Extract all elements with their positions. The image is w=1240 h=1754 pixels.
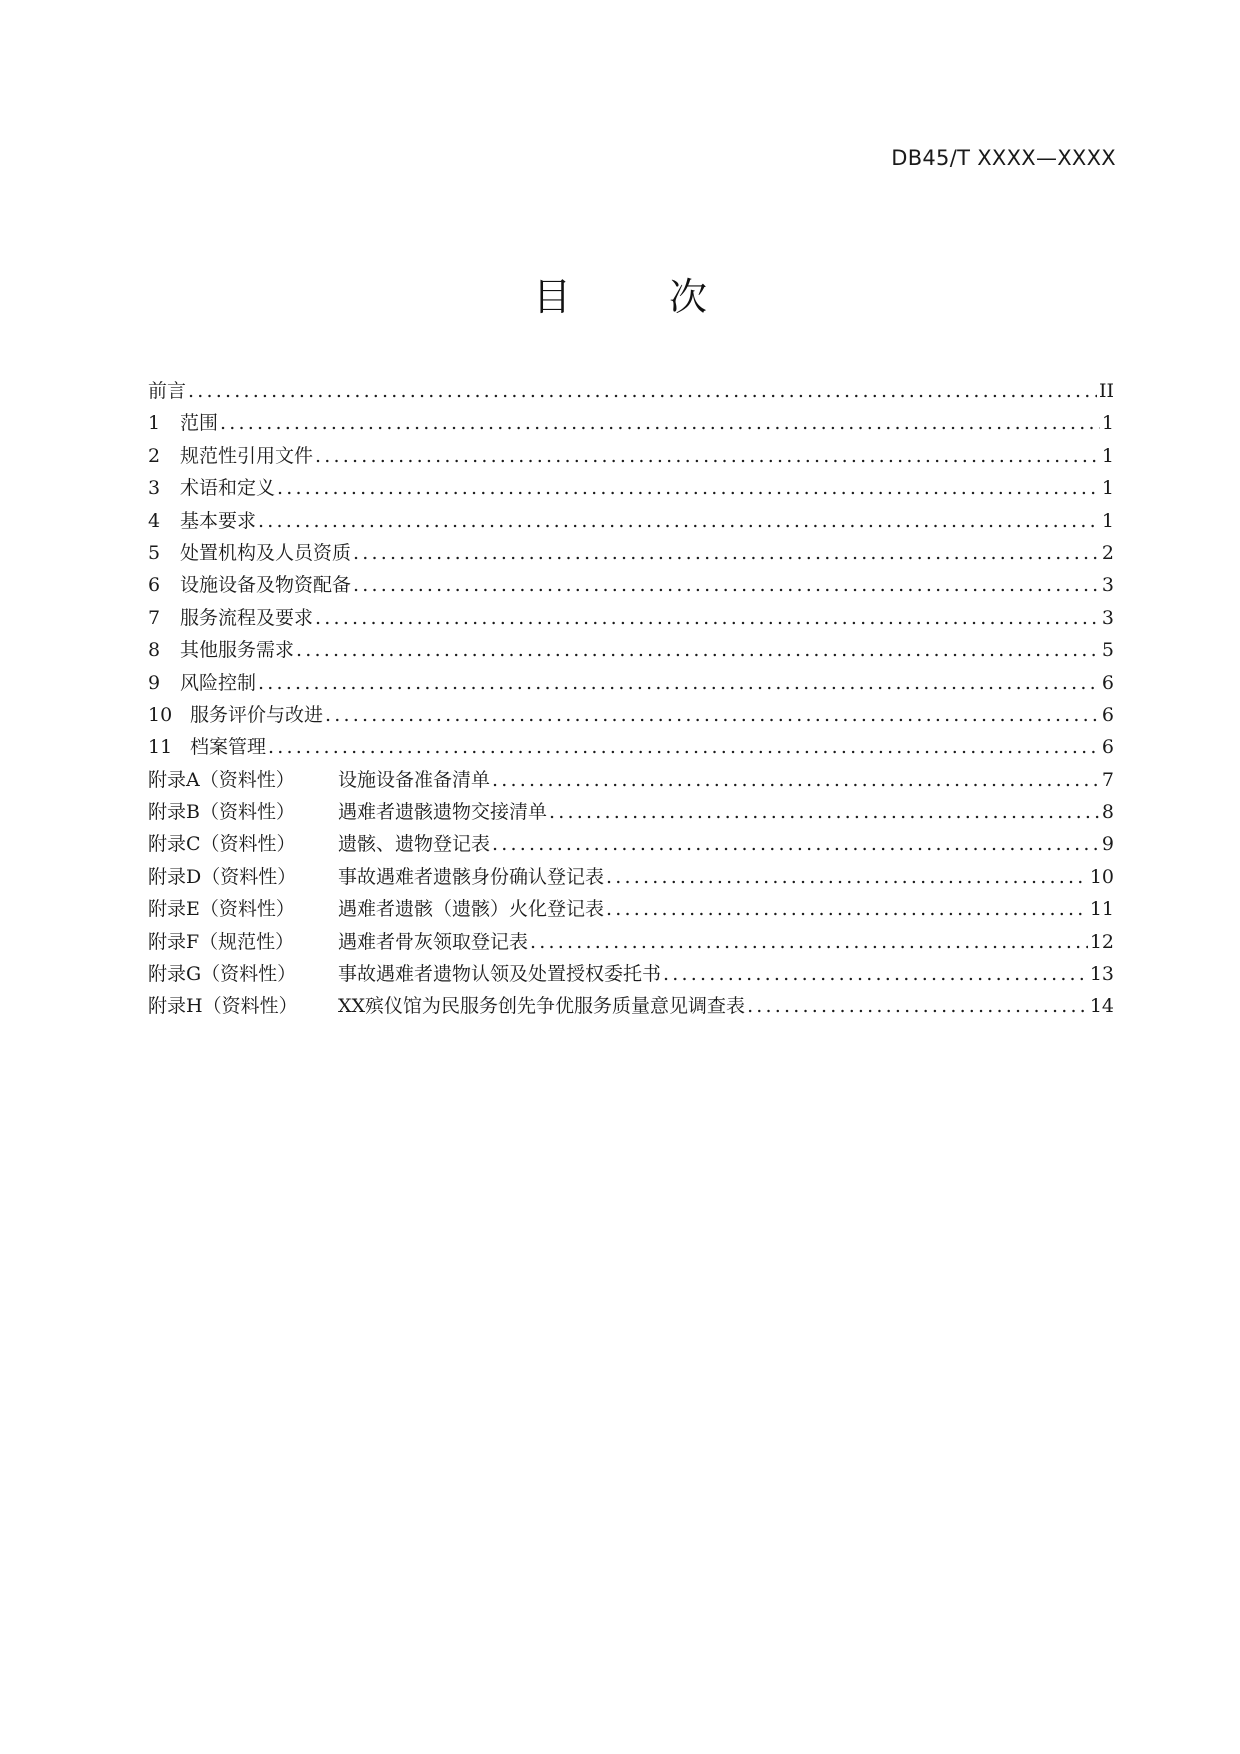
toc-entry-number: 附录D（资料性）: [148, 865, 297, 888]
toc-page-number: 6: [1101, 736, 1114, 759]
toc-entry-label: 风险控制: [180, 671, 257, 694]
toc-entry-label: 遗骸、遗物登记表: [338, 833, 491, 856]
toc-page-number: 13: [1089, 963, 1114, 986]
toc-entry-appendix-h[interactable]: [148, 990, 1114, 1022]
toc-page-number: 1: [1101, 444, 1114, 467]
toc-entry-2[interactable]: [148, 440, 1114, 472]
toc-leader-dots: [258, 667, 1100, 699]
toc-entry-number: 2: [148, 444, 161, 467]
toc-entry-number: 附录C（资料性）: [148, 833, 296, 856]
toc-entry-number: 附录A（资料性）: [148, 768, 295, 791]
toc-page-number: 1: [1101, 412, 1114, 435]
toc-entry-number: 9: [148, 671, 161, 694]
toc-entry-5[interactable]: [148, 537, 1114, 569]
toc-entry-number: 附录F（规范性）: [148, 930, 295, 953]
toc-entry-label: 遇难者骨灰领取登记表: [338, 930, 529, 953]
toc-leader-dots: [325, 699, 1100, 731]
toc-entry-number: 11: [148, 736, 173, 759]
toc-entry-number: 5: [148, 541, 161, 564]
toc-leader-dots: [277, 472, 1100, 504]
toc-entry-appendix-a[interactable]: [148, 764, 1114, 796]
toc-leader-dots: [258, 505, 1100, 537]
toc-entry-label: 前言: [148, 380, 187, 402]
toc-entry-number: 附录G（资料性）: [148, 963, 297, 986]
toc-entry-7[interactable]: [148, 602, 1114, 634]
toc-page-number: II: [1098, 380, 1114, 402]
toc-page-number: 1: [1101, 477, 1114, 500]
toc-entry-9[interactable]: [148, 667, 1114, 699]
toc-leader-dots: [188, 375, 1097, 407]
toc-entry-label: 范围: [180, 412, 219, 435]
toc-leader-dots: [315, 602, 1100, 634]
toc-page-number: 3: [1101, 606, 1114, 629]
toc-leader-dots: [606, 861, 1088, 893]
toc-entry-number: 4: [148, 509, 161, 532]
toc-entry-number: 7: [148, 606, 161, 629]
toc-entry-label: 其他服务需求: [180, 639, 295, 662]
toc-page-number: 9: [1101, 833, 1114, 856]
toc-entry-6[interactable]: [148, 569, 1114, 601]
toc-entry-10[interactable]: [148, 699, 1114, 731]
toc-entry-appendix-c[interactable]: [148, 828, 1114, 860]
toc-entry-1[interactable]: [148, 407, 1114, 439]
toc-page-number: 5: [1101, 639, 1114, 662]
toc-leader-dots: [549, 796, 1100, 828]
toc-entry-8[interactable]: [148, 634, 1114, 666]
toc-entry-number: 附录E（资料性）: [148, 898, 295, 921]
toc-entry-number: 附录B（资料性）: [148, 801, 295, 824]
toc-leader-dots: [315, 440, 1100, 472]
page-title: 目 次: [532, 275, 737, 319]
toc-entry-4[interactable]: [148, 505, 1114, 537]
toc-page-number: 7: [1101, 768, 1114, 791]
toc-leader-dots: [530, 926, 1088, 958]
toc-entry-appendix-e[interactable]: [148, 893, 1114, 925]
toc-page-number: 12: [1089, 930, 1114, 953]
toc-entry-number: 3: [148, 477, 161, 500]
toc-entry-appendix-b[interactable]: [148, 796, 1114, 828]
toc-leader-dots: [663, 958, 1088, 990]
toc-page-number: 6: [1101, 703, 1114, 726]
toc-entry-number: 6: [148, 574, 161, 597]
table-of-contents: [148, 375, 1114, 1023]
toc-entry-preface[interactable]: [148, 375, 1114, 407]
toc-leader-dots: [268, 731, 1100, 763]
toc-entry-number: 1: [148, 412, 161, 435]
toc-leader-dots: [492, 764, 1100, 796]
toc-entry-appendix-f[interactable]: [148, 926, 1114, 958]
toc-entry-label: 遇难者遗骸（遗骸）火化登记表: [338, 898, 605, 921]
toc-page-number: 1: [1101, 509, 1114, 532]
toc-entry-label: 档案管理: [190, 736, 267, 759]
toc-entry-label: 服务流程及要求: [180, 606, 314, 629]
toc-entry-appendix-g[interactable]: [148, 958, 1114, 990]
toc-entry-label: 处置机构及人员资质: [180, 541, 352, 564]
toc-entry-3[interactable]: [148, 472, 1114, 504]
toc-entry-label: 术语和定义: [180, 477, 276, 500]
toc-leader-dots: [606, 893, 1088, 925]
toc-page-number: 10: [1089, 865, 1114, 888]
toc-entry-label: 设施设备及物资配备: [180, 574, 352, 597]
toc-page-number: 14: [1089, 995, 1114, 1018]
toc-entry-label: 事故遇难者遗骸身份确认登记表: [338, 865, 605, 888]
toc-leader-dots: [353, 537, 1100, 569]
toc-leader-dots: [492, 828, 1100, 860]
toc-page-number: 3: [1101, 574, 1114, 597]
toc-entry-label: 遇难者遗骸遗物交接清单: [338, 801, 548, 824]
toc-page-number: 8: [1101, 801, 1114, 824]
document-code: DB45/T XXXX—XXXX: [891, 146, 1116, 170]
toc-page-number: 6: [1101, 671, 1114, 694]
toc-entry-label: 服务评价与改进: [190, 703, 324, 726]
toc-entry-label: 基本要求: [180, 509, 257, 532]
toc-entry-label: 设施设备准备清单: [338, 768, 491, 791]
toc-entry-label: 事故遇难者遗物认领及处置授权委托书: [338, 963, 662, 986]
toc-entry-11[interactable]: [148, 731, 1114, 763]
toc-entry-number: 10: [148, 703, 173, 726]
toc-leader-dots: [296, 634, 1100, 666]
toc-entry-label: 规范性引用文件: [180, 444, 314, 467]
toc-entry-label: XX殡仪馆为民服务创先争优服务质量意见调查表: [338, 995, 746, 1018]
toc-leader-dots: [220, 407, 1100, 439]
toc-page-number: 11: [1089, 898, 1114, 921]
toc-leader-dots: [353, 569, 1100, 601]
toc-entry-number: 8: [148, 639, 161, 662]
toc-entry-number: 附录H（资料性）: [148, 995, 298, 1018]
toc-page-number: 2: [1101, 541, 1114, 564]
toc-leader-dots: [747, 990, 1088, 1022]
toc-entry-appendix-d[interactable]: [148, 861, 1114, 893]
